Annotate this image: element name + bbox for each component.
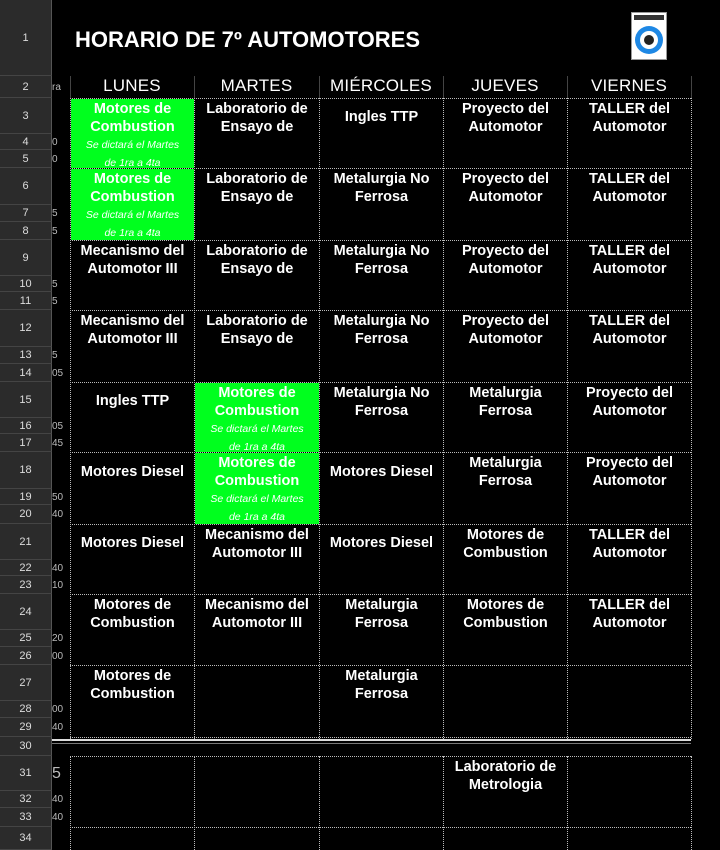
row-header-3[interactable]: 3 xyxy=(0,98,52,134)
subject-line: Proyecto del xyxy=(461,171,550,187)
row-header-16[interactable]: 16 xyxy=(0,418,52,434)
schedule-cell[interactable] xyxy=(195,169,319,240)
col-a-cell[interactable]: 5 xyxy=(52,764,61,782)
row-header-7[interactable]: 7 xyxy=(0,205,52,222)
col-a-cell[interactable]: 5 xyxy=(52,278,58,290)
grid-line xyxy=(70,756,71,850)
col-a-cell[interactable]: 45 xyxy=(52,437,64,449)
schedule-cell[interactable] xyxy=(444,453,567,524)
schedule-cell[interactable] xyxy=(71,595,194,665)
schedule-note: de 1ra a 4ta xyxy=(104,157,161,168)
schedule-cell[interactable] xyxy=(444,525,567,594)
subject-line: Metalurgia xyxy=(345,597,418,613)
schedule-note: de 1ra a 4ta xyxy=(228,511,286,523)
subject-line: Motores de xyxy=(93,597,172,613)
col-a-cell[interactable]: 00 xyxy=(52,704,64,715)
schedule-cell[interactable] xyxy=(195,241,319,310)
subject-line: Automotor xyxy=(592,119,667,135)
page-title: HORARIO DE 7º AUTOMOTORES xyxy=(75,27,420,52)
subject-line: Ferrosa xyxy=(354,261,409,277)
subject-line: TALLER del xyxy=(588,101,671,117)
col-a-cell[interactable]: 5 xyxy=(52,295,58,307)
subject-line: Ensayo de xyxy=(220,331,294,347)
col-a-cell[interactable]: 5 xyxy=(52,225,58,237)
subject-line: Ensayo de xyxy=(220,189,294,205)
subject-line: Metalurgia No xyxy=(333,171,430,187)
subject-line: Proyecto del xyxy=(585,385,674,401)
row-header-9[interactable]: 9 xyxy=(0,240,52,276)
subject-line: Proyecto del xyxy=(461,243,550,259)
subject-line: Motores de xyxy=(218,455,296,471)
subject-line: Ferrosa xyxy=(354,403,409,419)
row-header-5[interactable]: 5 xyxy=(0,150,52,168)
day-header-viernes[interactable]: VIERNES xyxy=(590,76,668,95)
row-header-1[interactable]: 1 xyxy=(0,0,52,76)
subject-line: Motores de xyxy=(218,385,296,401)
grid-line xyxy=(567,76,568,98)
subject-line: Proyecto del xyxy=(461,101,550,117)
row-header-14[interactable]: 14 xyxy=(0,364,52,382)
subject-line: Automotor xyxy=(592,615,667,631)
subject-line: Mecanismo del xyxy=(80,243,185,259)
subject-line: Combustion xyxy=(90,189,175,205)
col-a-cell[interactable]: 0 xyxy=(52,153,58,165)
subject-line: TALLER del xyxy=(588,313,671,329)
schedule-cell[interactable] xyxy=(444,99,567,168)
grid-line xyxy=(70,827,691,828)
schedule-note: de 1ra a 4ta xyxy=(104,227,161,239)
subject-line: Combustion xyxy=(463,615,548,631)
schedule-cell[interactable] xyxy=(444,383,567,452)
subject-line: Laboratorio de xyxy=(206,313,308,329)
subject-line: Combustion xyxy=(463,545,548,561)
grid-line xyxy=(567,756,568,850)
row-header-31[interactable]: 31 xyxy=(0,756,52,791)
schedule-cell[interactable] xyxy=(320,595,443,665)
col-a-cell[interactable]: 40 xyxy=(52,722,64,733)
schedule-cell[interactable] xyxy=(444,757,567,827)
subject-line: Ferrosa xyxy=(354,686,409,702)
schedule-cell[interactable] xyxy=(568,311,691,382)
subject-line: Automotor xyxy=(468,331,543,347)
subject-line: Motores de xyxy=(466,597,545,613)
grid-line xyxy=(319,76,320,98)
schedule-cell[interactable] xyxy=(71,99,194,168)
subject-line: Metalurgia xyxy=(469,385,542,401)
col-a-cell[interactable]: 0 xyxy=(52,136,58,148)
grid-line xyxy=(70,737,691,738)
schedule-cell[interactable] xyxy=(320,525,443,560)
row-header-19[interactable]: 19 xyxy=(0,489,52,505)
subject-line: Mecanismo del xyxy=(80,313,185,329)
subject-line: Motores Diesel xyxy=(329,535,434,551)
subject-line: Ingles TTP xyxy=(95,393,170,409)
schedule-note: de 1ra a 4ta xyxy=(228,441,286,452)
schedule-cell[interactable] xyxy=(320,453,443,489)
row-header-28[interactable]: 28 xyxy=(0,701,52,718)
schedule-cell[interactable] xyxy=(568,453,691,524)
subject-line: Laboratorio de xyxy=(206,171,308,187)
schedule-note: Se dictará el Martes xyxy=(210,423,304,435)
subject-line: Motores de xyxy=(93,101,172,117)
schedule-cell[interactable] xyxy=(444,595,567,665)
schedule-cell[interactable] xyxy=(568,99,691,168)
schedule-note: Se dictará el Martes xyxy=(85,139,180,151)
subject-line: Automotor xyxy=(592,261,667,277)
schedule-cell[interactable] xyxy=(568,169,691,240)
subject-line: Metrologia xyxy=(468,777,543,793)
col-a-cell[interactable]: 50 xyxy=(52,491,64,503)
schedule-cell[interactable] xyxy=(71,525,194,560)
subject-line: Metalurgia No xyxy=(333,243,430,259)
subject-line: Combustion xyxy=(214,473,300,489)
schedule-cell[interactable] xyxy=(71,169,194,240)
subject-line: Automotor xyxy=(592,403,667,419)
day-header-martes[interactable]: MARTES xyxy=(220,76,293,95)
grid-line xyxy=(443,76,444,98)
subject-line: Motores de xyxy=(93,171,172,187)
row-header-6[interactable]: 6 xyxy=(0,168,52,205)
grid-line xyxy=(52,743,691,744)
col-a-cell[interactable]: 40 xyxy=(52,812,64,823)
subject-line: TALLER del xyxy=(588,243,671,259)
subject-line: TALLER del xyxy=(588,527,671,543)
row-header-30[interactable]: 30 xyxy=(0,737,52,756)
schedule-cell[interactable] xyxy=(320,99,443,134)
grid-line xyxy=(70,756,691,757)
row-header-24[interactable]: 24 xyxy=(0,594,52,630)
subject-line: Combustion xyxy=(90,615,175,631)
subject-line: Laboratorio de xyxy=(206,243,308,259)
schedule-cell[interactable] xyxy=(71,383,194,418)
subject-line: Automotor xyxy=(592,545,667,561)
grid-line xyxy=(691,756,692,850)
subject-line: Automotor xyxy=(592,189,667,205)
row-header-29[interactable]: 29 xyxy=(0,718,52,737)
row-header-33[interactable]: 33 xyxy=(0,808,52,827)
subject-line: Automotor III xyxy=(211,545,303,561)
schedule-cell[interactable] xyxy=(568,525,691,594)
subject-line: Metalurgia xyxy=(469,455,542,471)
subject-line: Ensayo de xyxy=(220,119,294,135)
subject-line: Automotor xyxy=(468,189,543,205)
subject-line: Motores de xyxy=(93,668,172,684)
schedule-cell[interactable] xyxy=(71,311,194,382)
col-a-cell[interactable]: 5 xyxy=(52,350,58,361)
row-header-15[interactable]: 15 xyxy=(0,382,52,418)
row-header-12[interactable]: 12 xyxy=(0,310,52,347)
schedule-cell[interactable] xyxy=(320,241,443,310)
subject-line: Combustion xyxy=(90,686,175,702)
subject-line: Motores Diesel xyxy=(80,535,185,551)
subject-line: Metalurgia xyxy=(345,668,418,684)
subject-line: Proyecto del xyxy=(585,455,674,471)
col-a-cell[interactable]: 40 xyxy=(52,794,64,805)
schedule-cell[interactable] xyxy=(195,525,319,594)
subject-line: Ferrosa xyxy=(478,403,533,419)
row-header-17[interactable]: 17 xyxy=(0,434,52,452)
grid-line xyxy=(194,76,195,98)
schedule-cell[interactable] xyxy=(71,241,194,310)
subject-line: Metalurgia No xyxy=(333,385,430,401)
row-header-25[interactable]: 25 xyxy=(0,630,52,647)
subject-line: Automotor III xyxy=(87,331,178,347)
col-a-cell[interactable]: 5 xyxy=(52,208,58,219)
schedule-cell[interactable] xyxy=(568,383,691,452)
row-header-18[interactable]: 18 xyxy=(0,452,52,489)
schedule-cell[interactable] xyxy=(568,595,691,665)
col-a-cell[interactable]: 40 xyxy=(52,509,64,520)
grid-line xyxy=(319,756,320,850)
schedule-cell[interactable] xyxy=(195,595,319,665)
schedule-cell[interactable] xyxy=(320,383,443,452)
subject-line: Ferrosa xyxy=(354,615,409,631)
day-header-miércoles[interactable]: MIÉRCOLES xyxy=(330,76,432,95)
subject-line: Laboratorio de xyxy=(454,759,557,775)
schedule-cell[interactable] xyxy=(195,99,319,168)
schedule-cell[interactable] xyxy=(444,169,567,240)
col-a-cell[interactable]: 00 xyxy=(52,650,64,662)
schedule-cell[interactable] xyxy=(568,241,691,310)
subject-line: Automotor xyxy=(468,119,543,135)
grid-line xyxy=(194,756,195,850)
subject-line: Combustion xyxy=(90,119,175,135)
subject-line: Automotor III xyxy=(211,615,303,631)
schedule-note: Se dictará el Martes xyxy=(210,493,304,505)
row-header-26[interactable]: 26 xyxy=(0,647,52,665)
subject-line: Motores Diesel xyxy=(329,463,434,480)
subject-line: Motores Diesel xyxy=(80,463,185,480)
grid-line xyxy=(70,76,71,98)
subject-line: Ingles TTP xyxy=(344,109,419,125)
day-header-jueves[interactable]: JUEVES xyxy=(471,76,539,95)
col-a-cell[interactable]: 05 xyxy=(52,367,64,379)
subject-line: Automotor xyxy=(592,331,667,347)
schedule-note: Se dictará el Martes xyxy=(85,209,180,221)
schedule-cell[interactable] xyxy=(320,666,443,737)
school-logo xyxy=(631,12,667,60)
subject-line: Ferrosa xyxy=(354,331,409,347)
row-header-27[interactable]: 27 xyxy=(0,665,52,701)
subject-line: Automotor xyxy=(592,473,667,489)
subject-line: Laboratorio de xyxy=(206,101,308,117)
grid-line xyxy=(52,739,691,741)
row-header-8[interactable]: 8 xyxy=(0,222,52,240)
subject-line: Ferrosa xyxy=(354,189,409,205)
schedule-cell[interactable] xyxy=(195,311,319,382)
subject-line: Proyecto del xyxy=(461,313,550,329)
subject-line: TALLER del xyxy=(588,597,671,613)
subject-line: Combustion xyxy=(214,403,300,419)
subject-line: TALLER del xyxy=(588,171,671,187)
day-header-lunes[interactable]: LUNES xyxy=(103,76,161,95)
row-header-2[interactable]: 2 xyxy=(0,76,52,98)
subject-line: Motores de xyxy=(466,527,545,543)
schedule-cell[interactable] xyxy=(320,311,443,382)
subject-line: Automotor III xyxy=(87,261,178,277)
col-a-cell[interactable]: 40 xyxy=(52,562,64,574)
row-header-23[interactable]: 23 xyxy=(0,576,52,594)
row-header-11[interactable]: 11 xyxy=(0,292,52,310)
col-a-cell[interactable]: 20 xyxy=(52,633,64,644)
col-a-cell[interactable]: 05 xyxy=(52,420,64,432)
schedule-cell[interactable] xyxy=(71,453,194,489)
row-header-34[interactable]: 34 xyxy=(0,827,52,850)
schedule-cell[interactable] xyxy=(195,453,319,524)
subject-line: Ferrosa xyxy=(478,473,533,489)
subject-line: Automotor xyxy=(468,261,543,277)
schedule-cell[interactable] xyxy=(444,311,567,382)
col-a-cell[interactable]: 10 xyxy=(52,579,64,591)
subject-line: Mecanismo del xyxy=(205,597,309,613)
subject-line: Metalurgia No xyxy=(333,313,430,329)
subject-line: Mecanismo del xyxy=(205,527,309,543)
col-a-cell[interactable]: ra xyxy=(52,81,61,93)
row-header-4[interactable]: 4 xyxy=(0,134,52,150)
schedule-cell[interactable] xyxy=(444,241,567,310)
grid-line xyxy=(691,98,692,739)
row-header-32[interactable]: 32 xyxy=(0,791,52,808)
row-header-21[interactable]: 21 xyxy=(0,524,52,560)
grid-line xyxy=(691,76,692,98)
row-header-10[interactable]: 10 xyxy=(0,276,52,292)
row-header-20[interactable]: 20 xyxy=(0,505,52,524)
schedule-cell[interactable] xyxy=(195,383,319,452)
row-header-22[interactable]: 22 xyxy=(0,560,52,576)
subject-line: Ensayo de xyxy=(220,261,294,277)
schedule-cell[interactable] xyxy=(71,666,194,737)
schedule-cell[interactable] xyxy=(320,169,443,240)
row-header-13[interactable]: 13 xyxy=(0,347,52,364)
